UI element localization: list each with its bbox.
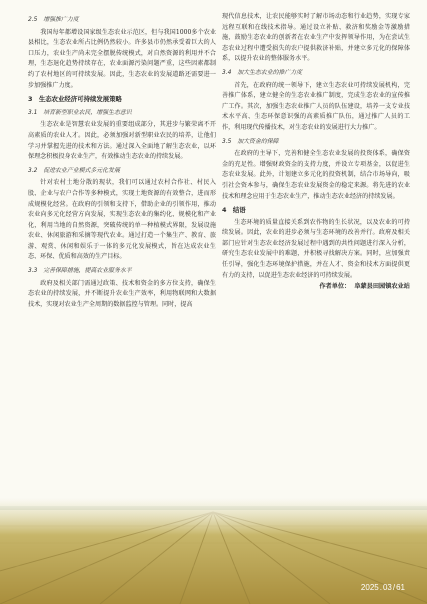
issue-number: 03 bbox=[382, 583, 392, 592]
section-3-2-paragraph: 针对农村土地分散的现状，我们可以通过农村合作社、村民入股、企业与农户合作等多种模式，实现土地资源的有效整合，进而形成规模化经营。在政府的引领和支持下，借助企业的引领作用，推动农业向多元化经营方向发展，实现生态农业的集约化、规模化和产业化，利用当地的自然资源，突破传统的单一种植模式界限，发展设施农业、休闲旅游和采摘等现代农业。通过打造一个集生产、教育、旅游、观赏、休闲和娱乐于一体的多元化发展模式，旨在达成农业生态、环保、优质和高效的生产目标。 bbox=[28, 179, 216, 261]
section-3-4-paragraph: 首先，在政府的统一领导下，建立生态农业可持续发展机构，完善推广体系，建立健全的生态农业推广制度，完成生态农业的宣传推广工作。其次，加强生态农业推广人员的队伍建设，培养一支专业技术水平高、生态环保意识强的高素质推广队伍，通过推广人员的工作，利用现代传播技术，对生态农业的发展进行大力推广。 bbox=[222, 81, 410, 131]
section-3-4-heading: 3.4 加大生态农业的推广力度 bbox=[222, 69, 303, 76]
section-2-5-heading: 2.5 增强推广力度 bbox=[28, 17, 79, 23]
section-3-5-paragraph: 在政府的主导下，完善和健全生态农业发展的投资体系，确保资金的充足性。增强财政资金的支持力度，并设立专项基金，以促进生态农业发展。此外，计划建立多元化的投资机制，结合市场导向，吸引社会资本参与，确保生态农业发展资金的稳定来源。将先进的农业技术和理念应用于生态农业生产，推动生态农业经济的持续发展。 bbox=[222, 150, 410, 200]
section-3-3-paragraph: 政府及相关部门需通过政策、技术和资金的多方位支持，确保生态农业的持续发展，并不断提升农业生产效率，利用物联网和大数据技术，实现对农业生产全周期的数据监控与管理。同时，提高 bbox=[28, 279, 216, 308]
author-label: 作者单位： bbox=[319, 283, 351, 291]
section-2-5-paragraph: 我国每年都增设国家级生态农业示范区，但与我国1000多个农业县相比，生态农业所占比例仍然较小。许多县市仍然承受着巨大的人口压力，农业生产尚未完全摆脱传统模式，对自然资源的利用并不合理，生态退化趋势持续存在，农业面源污染问题严重，这些因素都制约了农村地区的可持续发展。因此，生态农业的发展道路还需要进一步加强推广力度。 bbox=[28, 28, 216, 89]
section-3-3-heading: 3.3 完善保障措施，提高农业服务水平 bbox=[28, 268, 132, 275]
section-3-2-heading: 3.2 促进农业产业模式多元化发展 bbox=[28, 167, 120, 174]
section-4-paragraph: 生态环境的质量直接关系到农作物的生长状况，以及农业的可持续发展。因此，农业的进步必须与生态环境的改善并行。政府及相关部门应针对生态农业经济发展过程中遇到的共性问题进行深入分析，研究生态农业发展中的难题，并积极寻找解决方案。同时，应加强责任引导，强化生态环境保护措施，并在人才、资金和技术方面提供更有力的支持，以促进生态农业经济的可持续发展。 bbox=[222, 218, 410, 279]
continued-paragraph: 现代信息技术，让农民能够实时了解市场动态和行业趋势，实现专家远程互联和在线技术指导。通过设立补贴、救济和奖励金等激励措施，鼓励生态农业的创新者在农业生产中发挥领导作用，为在尝试生态农业过程中遭受损失的农户提供救济补贴，并建立多元化的保障体系，以提升农业的整体服务水平。 bbox=[222, 13, 410, 63]
page-number: 2025.03/61 bbox=[360, 583, 405, 592]
section-3-heading: 3 生态农业经济可持续发展策略 bbox=[28, 95, 122, 104]
left-column bbox=[28, 12, 216, 310]
author-line bbox=[222, 282, 410, 293]
page-number-value: 61 bbox=[396, 583, 405, 592]
right-column bbox=[222, 12, 410, 293]
section-3-5-heading: 3.5 加大资金的保障 bbox=[222, 138, 279, 145]
author-affiliation: 阜蒙县田园镇农业站 bbox=[354, 283, 410, 291]
section-3-1-heading: 3.1 培育新型职业农民，增强生态意识 bbox=[28, 109, 132, 116]
section-3-1-paragraph: 生态农业是智慧农业发展的重要组成部分，其进步与繁荣离不开高素质的农业人才。因此，必须加强对新型职业农民的培养，让他们学习并掌握先进的技术和方法。通过深入全面地了解生态农业，以环保理念积极投身农业生产，有效推动生态农业的持续发展。 bbox=[28, 121, 216, 161]
section-4-heading: 4 结语 bbox=[222, 206, 246, 215]
farmland-photo bbox=[0, 498, 427, 604]
issue-year: 2025 bbox=[360, 583, 379, 592]
